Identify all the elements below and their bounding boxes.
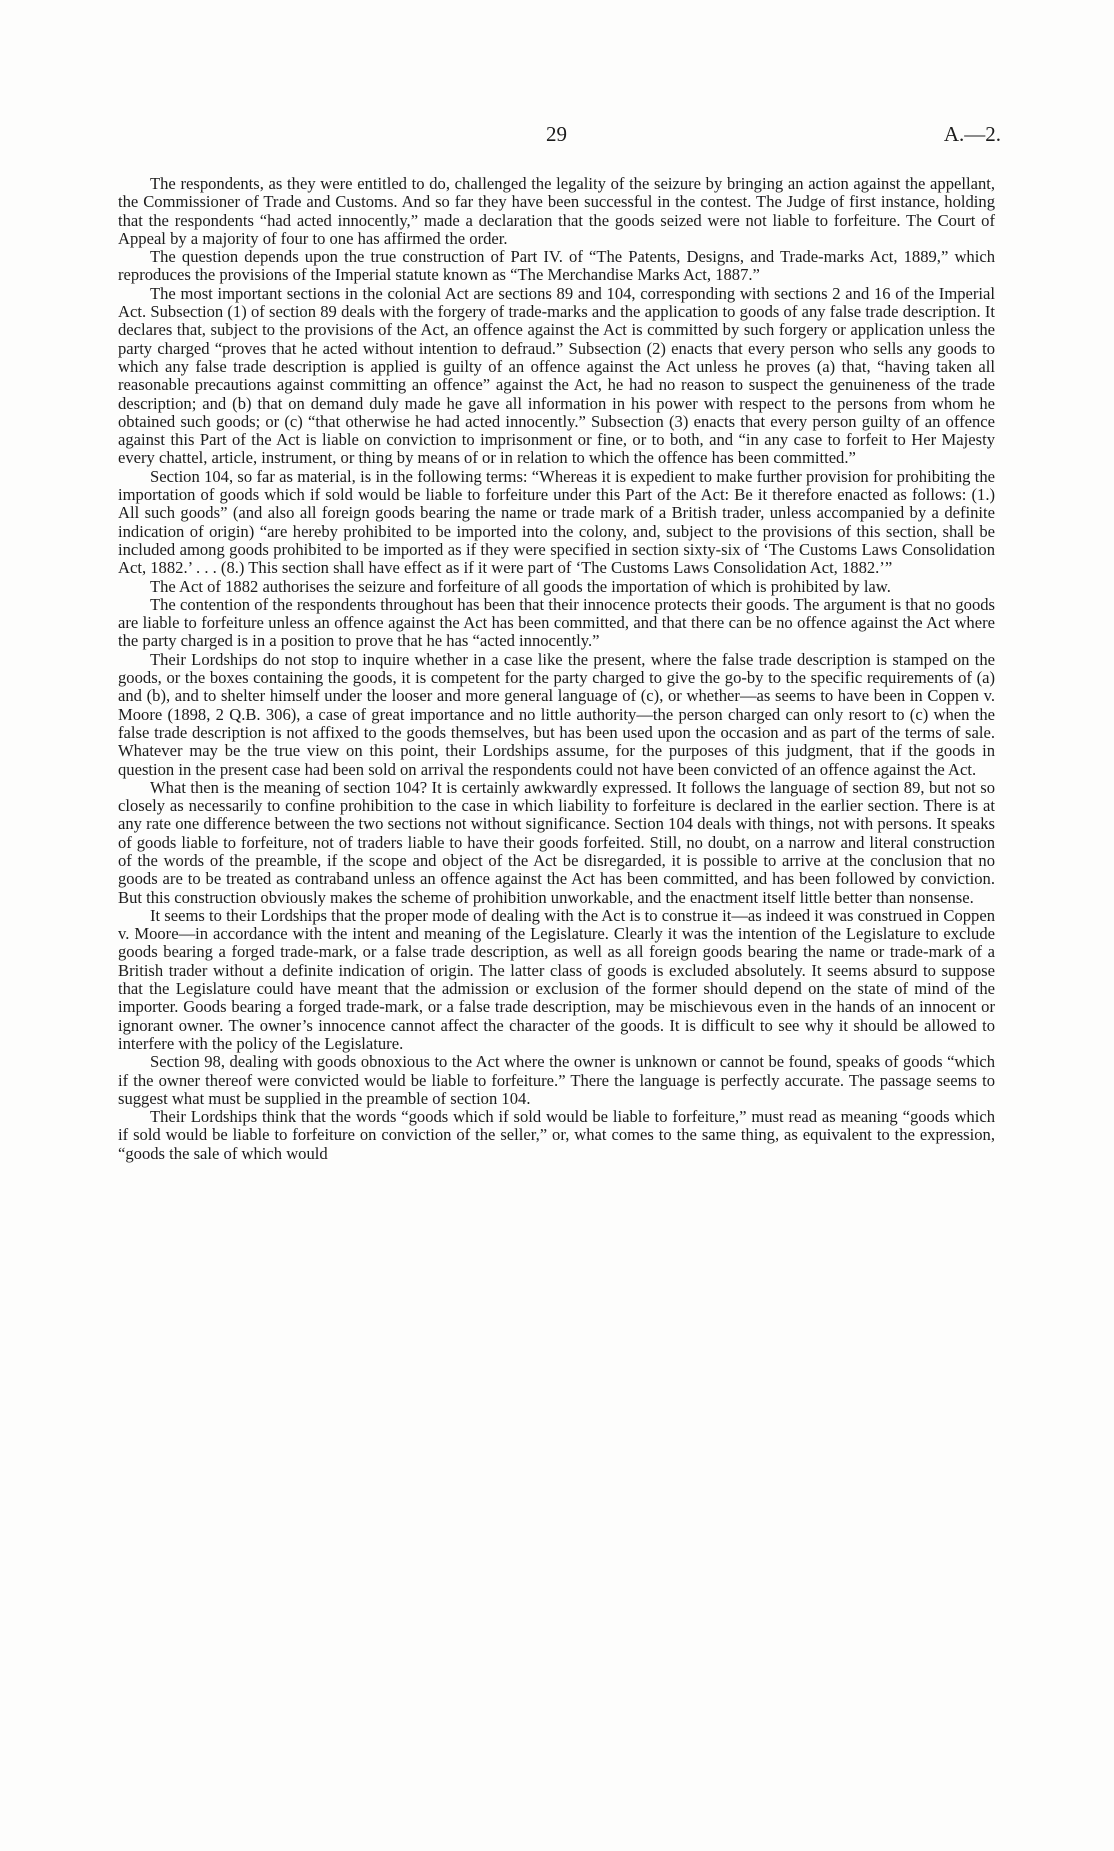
paragraph: The Act of 1882 authorises the seizure and forfeiture of all goods the importation of which is prohibited by law. (150, 576, 891, 596)
paragraph: The contention of the respondents throughout has been that their innocence protects their goods. The argument is that no goods are liable to forfeiture unless an offence against the Act has been committed, and that there can be no offence against the Act where the party charged is in a position to prove that he has “acted innocently.” (118, 594, 995, 651)
paragraph: Their Lordships do not stop to inquire whether in a case like the present, where the false trade description is stamped on the goods, or the boxes containing the goods, it is competent for the party charged to give the go-by to the specific requirements of (a) and (b), and to shelter himself under the looser and more general language of (c), or whether—as seems to have been in Coppen v. Moore (1898, 2 Q.B. 306), a case of great importance and no little authority—the person charged can only resort to (c) when the false trade description is not affixed to the goods themselves, but has been used upon the occasion and as part of the terms of sale. Whatever may be the true view on this point, their Lordships assume, for the purposes of this judgment, that if the goods in question in the present case had been sold on arrival the respondents could not have been convicted of an offence against the Act. (118, 649, 995, 779)
body-text (118, 175, 995, 1163)
paragraph: Section 98, dealing with goods obnoxious to the Act where the owner is unknown or cannot be found, speaks of goods “which if the owner thereof were convicted would be liable to forfeiture.” There the language is perfectly accurate. The passage seems to suggest what must be supplied in the preamble of section 104. (118, 1052, 995, 1108)
paragraph: The question depends upon the true construction of Part IV. of “The Patents, Designs, and Trade-marks Act, 1889,” which reproduces the provisions of the Imperial statute known as “The Merchandise Marks Act, 1887.” (118, 247, 995, 285)
paragraph: The respondents, as they were entitled to do, challenged the legality of the seizure by bringing an action against the appellant, the Commissioner of Trade and Customs. And so far they have been successful in the contest. The Judge of first instance, holding that the respondents “had acted innocently,” made a declaration that the goods seized were not liable to forfeiture. The Court of Appeal by a majority of four to one has affirmed the order. (118, 174, 995, 248)
paragraph: It seems to their Lordships that the proper mode of dealing with the Act is to construe it—as indeed it was construed in Coppen v. Moore—in accordance with the intent and meaning of the Legislature. Clearly it was the intention of the Legislature to exclude goods bearing a forged trade-mark, or a false trade description, as well as all foreign goods bearing the name or trade-mark of a British trader without a definite indication of origin. The latter class of goods is excluded absolutely. It seems absurd to suppose that the Legislature could have meant that the admission or exclusion of the former should depend on the state of mind of the importer. Goods bearing a forged trade-mark, or a false trade description, may be mischievous even in the hands of an innocent or ignorant owner. The owner’s innocence cannot affect the character of the goods. It is difficult to see why it should be allowed to interfere with the policy of the Legislature. (118, 905, 995, 1053)
document-reference: A.—2. (943, 122, 1001, 146)
page-number: 29 (546, 122, 567, 146)
paragraph: What then is the meaning of section 104? It is certainly awkwardly expressed. It follows the language of section 89, but not so closely as necessarily to confine prohibition to the case in which liability to forfeiture is declared in the earlier section. There is at any rate one difference between the two sections not without significance. Section 104 deals with things, not with persons. It speaks of goods liable to forfeiture, not of traders liable to have their goods forfeited. Still, no doubt, on a narrow and literal construction of the words of the preamble, if the scope and object of the Act be disregarded, it is possible to arrive at the conclusion that no goods are to be treated as contraband unless an offence against the Act has been committed, and has been followed by conviction. But this construction obviously makes the scheme of prohibition unworkable, and the enactment itself little better than nonsense. (118, 777, 995, 907)
paragraph: The most important sections in the colonial Act are sections 89 and 104, corresponding with sections 2 and 16 of the Imperial Act. Subsection (1) of section 89 deals with the forgery of trade-marks and the application to goods of any false trade description. It declares that, subject to the provisions of the Act, an offence against the Act is committed by such forgery or application unless the party charged “proves that he acted without intention to defraud.” Subsection (2) enacts that every person who sells any goods to which any false trade description is applied is guilty of an offence against the Act unless he proves (a) that, “having taken all reasonable precautions against committing an offence” against the Act, he had no reason to suspect the genuineness of the trade description; and (b) that on demand duly made he gave all information in his power with respect to the persons from whom he obtained such goods; or (c) “that otherwise he had acted innocently.” Subsection (3) enacts that every person guilty of an offence against this Part of the Act is liable on conviction to imprisonment or fine, or to both, and “in any case to forfeit to Her Majesty every chattel, article, instrument, or thing by means of or in relation to which the offence has been committed.” (118, 283, 995, 468)
paragraph: Section 104, so far as material, is in the following terms: “Whereas it is expedient to make further provision for prohibiting the importation of goods which if sold would be liable to forfeiture under this Part of the Act: Be it therefore enacted as follows: (1.) All such goods” (and also all foreign goods bearing the name or trade mark of a British trader, unless accompanied by a definite indication of origin) “are hereby prohibited to be imported into the colony, and, subject to the provisions of this section, shall be included among goods prohibited to be imported as if they were specified in section sixty-six of ‘The Customs Laws Consolidation Act, 1882.’ . . . (8.) This section shall have effect as if it were part of ‘The Customs Laws Consolidation Act, 1882.’” (118, 466, 995, 578)
paragraph: Their Lordships think that the words “goods which if sold would be liable to forfeiture,” must read as meaning “goods which if sold would be liable to forfeiture on conviction of the seller,” or, what comes to the same thing, as equivalent to the expression, “goods the sale of which would (118, 1107, 995, 1163)
page-header (0, 122, 1114, 152)
